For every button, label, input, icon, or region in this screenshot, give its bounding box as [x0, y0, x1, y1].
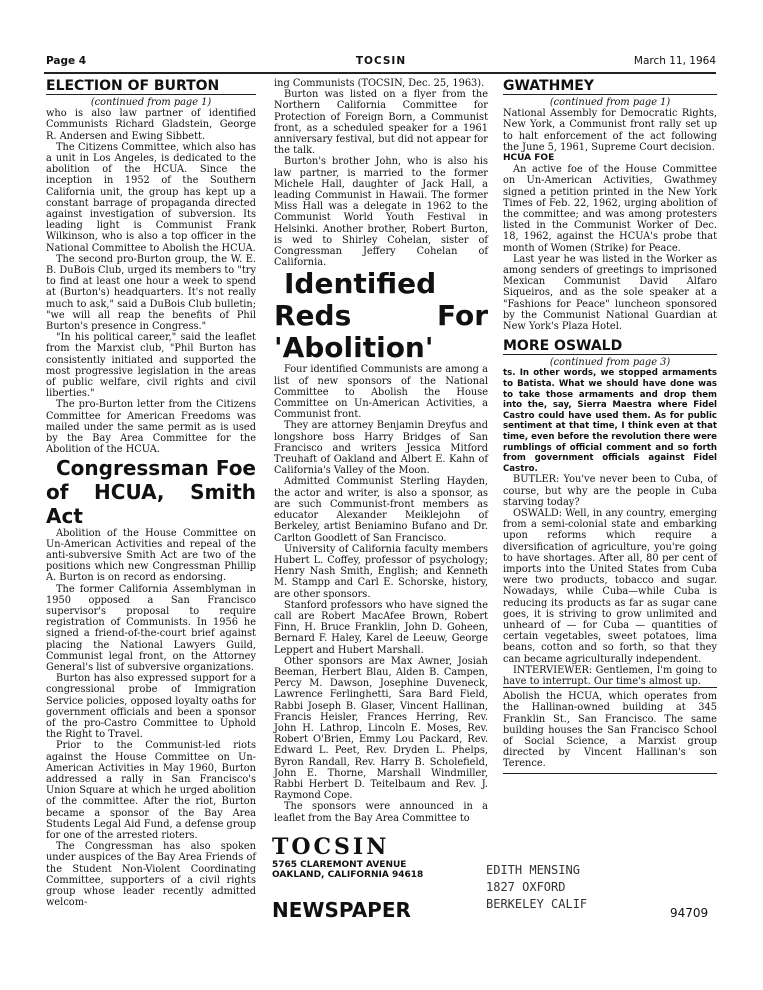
paragraph: Burton was listed on a flyer from the Northern California Committee for Protection of Foreign Born, a Communist front, as a scheduled speaker for a 1961 anniversary festival, but did not appear for the talk. [274, 89, 488, 157]
continuation-box: Abolish the HCUA, which operates from the Hallinan-owned building at 345 Franklin St., San Francisco. The same building houses the San Francisco School of Social Science, a Marxist group directed by Vincent Hallinan's son Terence. [503, 687, 717, 773]
headline-identified-reds: Identified Reds For 'Abolition' [274, 267, 488, 365]
paragraph: National Assembly for Democratic Rights, New York, a Communist front rally set up to halt enforcement of the act following the June 5, 1961, Supreme Court decision. [503, 108, 717, 153]
paragraph: INTERVIEWER: Gentlemen, I'm going to have to interrupt. Our time's almost up. [503, 664, 717, 688]
paragraph: The pro-Burton letter from the Citizens Committee for American Freedoms was mailed under the same permit as is used by the Bay Area Committee for the Abolition of the HCUA. [46, 399, 256, 456]
paragraph: Burton has also expressed support for a congressional probe of Immigration Service policies, opposed loyalty oaths for government officials and been a sponsor of the pro-Castro Committee to Uphold the Right to Travel. [46, 673, 256, 741]
issue-date: March 11, 1964 [633, 55, 716, 67]
paragraph: Prior to the Communist-led riots against the House Committee on Un-American Activities in May 1960, Burton addressed a rally in San Francisco's Union Square at which he urged abolition of the committee. After the riot, Burton became a sponsor of the Bay Area Students Legal Aid Fund, a defense group for one of the arrested rioters. [46, 740, 256, 841]
paragraph: Other sponsors are Max Awner, Josiah Beeman, Herbert Blau, Alden B. Campen, Percy M. Dawson, Josephine Duveneck, Lawrence Ferlinghetti, Sara Bard Field, Rabbi Joseph B. Glaser, Vincent Hallinan, Francis Heisler, Frances Herring, Rev. John H. Lathrop, Lincoln E. Moses, Rev. Robert O'Brien, Emmy Lou Packard, Rev. Edward L. Peet, Rev. Dryden L. Phelps, Byron Randall, Rev. Harry B. Scholefield, John E. Thorne, Marshall Windmiller, Rabbi Herbert D. Teitelbaum and Rev. J. Raymond Cope. [274, 655, 488, 802]
page-number: Page 4 [46, 55, 87, 67]
address-line-1: EDITH MENSING [486, 863, 580, 877]
masthead [272, 834, 423, 880]
paragraph: The second pro-Burton group, the W. E. B. DuBois Club, urged its members to "try to find at least one hour a week to spend at (Burton's) headquarters. It's not really much to ask," said a DuBois Club bulletin; "we will all reap the benefits of Phil Burton's presence in Congress." [46, 253, 256, 333]
column-1 [46, 78, 256, 908]
subhead-hcua-foe: HCUA FOE [503, 153, 555, 164]
mailing-address [486, 862, 587, 913]
column-2 [274, 78, 488, 824]
zip-code: 94709 [670, 906, 709, 920]
page-header [46, 55, 716, 71]
header-rule [44, 72, 716, 74]
headline-congressman-foe: Congressman Foe of HCUA, Smith Act [46, 455, 256, 528]
address-line-3: BERKELEY CALIF [486, 897, 588, 911]
column-3 [503, 78, 717, 774]
paragraph: The Citizens Committee, which also has a unit in Los Angeles, is dedicated to the abolition of the HCUA. Since the inception in 1952 of the Southern California unit, the group has kept up a constant barrage of propaganda directed against investigation of subversion. Its leading light is Communist Frank Wilkinson, who is also a top officer in the National Committee to Abolish the HCUA. [46, 141, 256, 254]
paragraph: The former California Assemblyman in 1950 opposed a San Francisco supervisor's proposal to require registration of Communists. In 1956 he signed a friend-of-the-court brief against placing the National Lawyers Guild, Communist legal front, on the Attorney General's list of subversive organizations. [46, 583, 256, 673]
paragraph: ing Communists (TOCSIN, Dec. 25, 1963). [274, 78, 485, 89]
paragraph: Abolition of the House Committee on Un-American Activities and repeal of the anti-subversive Smith Act are two of the positions which new Congressman Phillip A. Burton is on record as endorsing. [46, 527, 256, 584]
paragraph: Admitted Communist Sterling Hayden, the actor and writer, is also a sponsor, as are such Communist-front members as educator Alexander Meiklejohn of Berkeley, artist Beniamino Bufano and Dr. Carlton Goodlett of San Francisco. [274, 476, 488, 544]
masthead-street: 5765 CLAREMONT AVENUE [272, 860, 407, 870]
paragraph: OSWALD: Well, in any country, emerging from a semi-colonial state and embarking upon reforms which require a diversification of agriculture, you're going to have shortages. After all, 80 per cent of imports into the United States from Cuba were two products, tobacco and sugar. Nowadays, while Cuba—while Cuba is reducing its products as far as sugar cane goes, it is striving to grow unlimited and unheard of — for Cuba — quantities of certain vegetables, sweet potatoes, lima beans, cotton and so forth, so that they can became agriculturally independent. [503, 508, 717, 665]
masthead-title: TOCSIN [272, 834, 390, 860]
paragraph: Stanford professors who have signed the call are Robert MacAfee Brown, Robert Finn, H. Bruce Franklin, John D. Goheen, Bernard F. Haley, Karel de Leeuw, George Leppert and Hubert Marshall. [274, 599, 488, 656]
paragraph: University of California faculty members Hubert L. Coffey, professor of psychology; Henry Nash Smith, English; and Kenneth M. Stampp and Carl E. Schorske, history, are other sponsors. [274, 543, 488, 600]
continued-note: (continued from page 1) [90, 97, 212, 108]
headline-more-oswald: MORE OSWALD [503, 338, 717, 355]
masthead-city: OAKLAND, CALIFORNIA 94618 [272, 870, 424, 880]
paragraph: An active foe of the House Committee on Un-American Activities, Gwathmey signed a petition printed in the New York Times of Feb. 22, 1962, urging abolition of the committee; and was among protesters listed in the Communist Worker of Dec. 18, 1962, against the HCUA's probe that month of Women (Strike) for Peace. [503, 164, 717, 254]
headline-election-of-burton: ELECTION OF BURTON [46, 78, 256, 95]
paragraph: The Congressman has also spoken under auspices of the Bay Area Friends of the Student Non-Violent Coordinating Committee, supporters of a civil rights group whose leader recently admitted welcom- [46, 841, 256, 909]
paragraph: Last year he was listed in the Worker as among senders of greetings to imprisoned Mexican Communist David Alfaro Siqueiros, and as the sole speaker at a "Fashions for Peace" luncheon sponsored by the Communist National Guardian at New York's Plaza Hotel. [503, 253, 717, 333]
paper-title: TOCSIN [355, 55, 407, 67]
paragraph: Burton's brother John, who is also his law partner, is married to the former Michele Hall, daughter of Jack Hall, a leading Communist in Hawaii. The former Miss Hall was a delegate in 1962 to the Communist World Youth Festival in Helsinki. Another brother, Robert Burton, is wed to Shirley Cohelan, sister of Congressman Jeffery Cohelan of California. [274, 156, 488, 269]
paragraph: who is also law partner of identified Communists Richard Gladstein, George R. Andersen and Ewing Sibbett. [46, 108, 256, 142]
bold-paragraph: ts. In other words, we stopped armaments to Batista. What we should have done was to take those armaments and drop them into the, say, Sierra Maestra where Fidel Castro could have used them. As for public sentiment at that time, I think even at that time, even before the revolution there were rumblings of official comment and so forth from government officials against Fidel Castro. [503, 368, 717, 474]
paragraph: They are attorney Benjamin Dreyfus and longshore boss Harry Bridges of San Francisco and writers Jessica Mitford Treuhaft of Oakland and Albert E. Kahn of California's Valley of the Moon. [274, 420, 488, 477]
newspaper-label: NEWSPAPER [272, 898, 411, 922]
continued-note: (continued from page 3) [549, 357, 671, 369]
paragraph: Four identified Communists are among a list of new sponsors of the National Committee to Abolish the House Committee on Un-American Activities, a Communist front. [274, 364, 488, 421]
continued-note: (continued from page 1) [549, 97, 671, 108]
headline-gwathmey: GWATHMEY [503, 78, 717, 95]
paragraph: "In his political career," said the leaflet from the Marxist club, "Phil Burton has consistently initiated and supported the most progressive legislation in the areas of public welfare, civil rights and civil liberties." [46, 332, 256, 400]
address-line-2: 1827 OXFORD [486, 880, 566, 894]
paragraph: The sponsors were announced in a leaflet from the Bay Area Committee to [274, 801, 488, 824]
paragraph: BUTLER: You've never been to Cuba, of course, but why are the people in Cuba starving today? [503, 474, 717, 508]
